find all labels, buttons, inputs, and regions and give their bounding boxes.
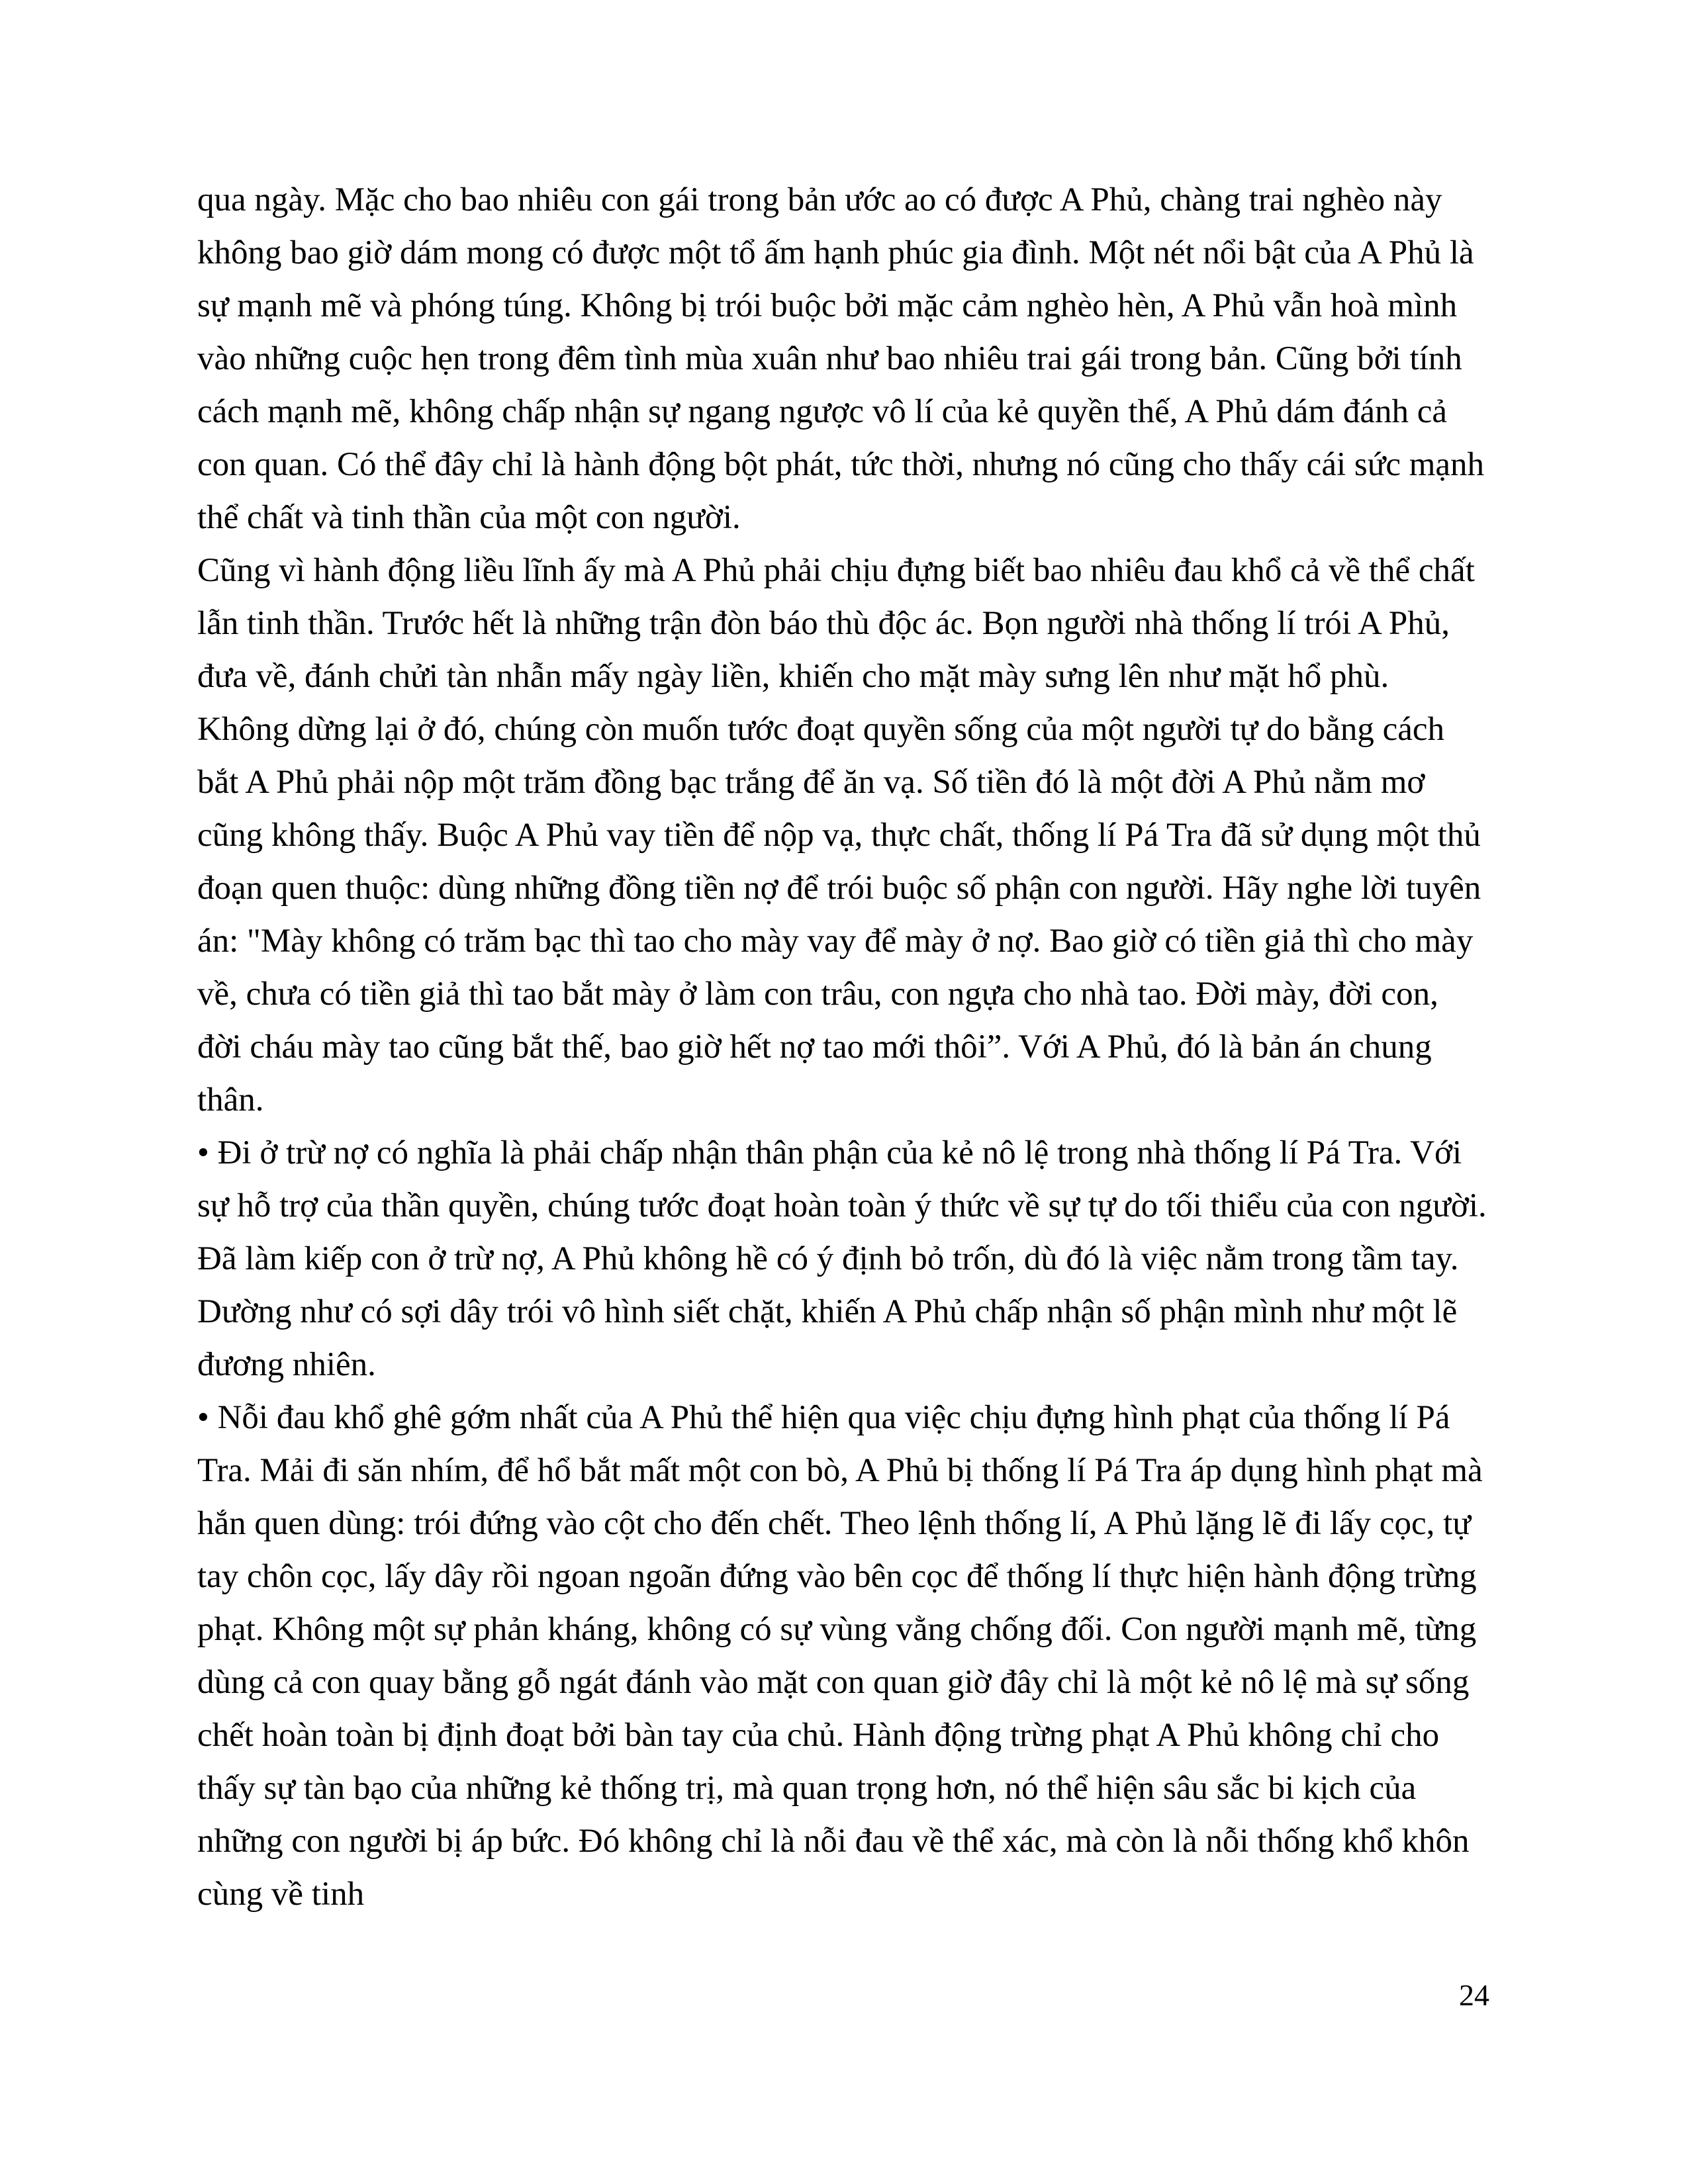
paragraph-2: Cũng vì hành động liều lĩnh ấy mà A Phủ phải chịu đựng biết bao nhiêu đau khổ cả về thể chất lẫn tinh thần. Trước hết là những trận đòn báo thù độc ác. Bọn người nhà thống lí trói A Phủ, đưa về, đánh chửi tàn nhẫn mấy ngày liền, khiến cho mặt mày sưng lên như mặt hổ phù. Không dừng lại ở đó, chúng còn muốn tước đoạt quyền sống của một người tự do bằng cách bắt A Phủ phải nộp một trăm đồng bạc trắng để ăn vạ. Số tiền đó là một đời A Phủ nằm mơ cũng không thấy. Buộc A Phủ vay tiền để nộp vạ, thực chất, thống lí Pá Tra đã sử dụng một thủ đoạn quen thuộc: dùng những đồng tiền nợ để trói buộc số phận con người. Hãy nghe lời tuyên án: "Mày không có trăm bạc thì tao cho mày vay để mày ở nợ. Bao giờ có tiền giả thì cho mày về, chưa có tiền giả thì tao bắt mày ở làm con trâu, con ngựa cho nhà tao. Đời mày, đời con, đời cháu mày tao cũng bắt thế, bao giờ hết nợ tao mới thôi”. Với A Phủ, đó là bản án chung thân. [197,552,1481,1118]
bullet-paragraph-1: • Đi ở trừ nợ có nghĩa là phải chấp nhận thân phận của kẻ nô lệ trong nhà thống lí Pá Tra. Với sự hỗ trợ của thần quyền, chúng tước đoạt hoàn toàn ý thức về sự tự do tối thiểu của con người. Đã làm kiếp con ở trừ nợ, A Phủ không hề có ý định bỏ trốn, dù đó là việc nằm trong tầm tay. Dường như có sợi dây trói vô hình siết chặt, khiến A Phủ chấp nhận số phận mình như một lẽ đương nhiên. [197,1134,1487,1383]
bullet-paragraph-2: • Nỗi đau khổ ghê gớm nhất của A Phủ thể hiện qua việc chịu đựng hình phạt của thống lí Pá Tra. Mải đi săn nhím, để hổ bắt mất một con bò, A Phủ bị thống lí Pá Tra áp dụng hình phạt mà hắn quen dùng: trói đứng vào cột cho đến chết. Theo lệnh thống lí, A Phủ lặng lẽ đi lấy cọc, tự tay chôn cọc, lấy dây rồi ngoan ngoãn đứng vào bên cọc để thống lí thực hiện hành động trừng phạt. Không một sự phản kháng, không có sự vùng vằng chống đối. Con người mạnh mẽ, từng dùng cả con quay bằng gỗ ngát đánh vào mặt con quan giờ đây chỉ là một kẻ nô lệ mà sự sống chết hoàn toàn bị định đoạt bởi bàn tay của chủ. Hành động trừng phạt A Phủ không chỉ cho thấy sự tàn bạo của những kẻ thống trị, mà quan trọng hơn, nó thể hiện sâu sắc bi kịch của những con người bị áp bức. Đó không chỉ là nỗi đau về thể xác, mà còn là nỗi thống khổ khôn cùng về tinh [197,1399,1483,1913]
paragraph-1: qua ngày. Mặc cho bao nhiêu con gái trong bản ước ao có được A Phủ, chàng trai nghèo này không bao giờ dám mong có được một tổ ấm hạnh phúc gia đình. Một nét nổi bật của A Phủ là sự mạnh mẽ và phóng túng. Không bị trói buộc bởi mặc cảm nghèo hèn, A Phủ vẫn hoà mình vào những cuộc hẹn trong đêm tình mùa xuân như bao nhiêu trai gái trong bản. Cũng bởi tính cách mạnh mẽ, không chấp nhận sự ngang ngược vô lí của kẻ quyền thế, A Phủ dám đánh cả con quan. Có thể đây chỉ là hành động bột phát, tức thời, nhưng nó cũng cho thấy cái sức mạnh thể chất và tinh thần của một con người. [197,181,1485,536]
body-text [197,173,1488,1921]
page-number: 24 [1459,1978,1489,2012]
